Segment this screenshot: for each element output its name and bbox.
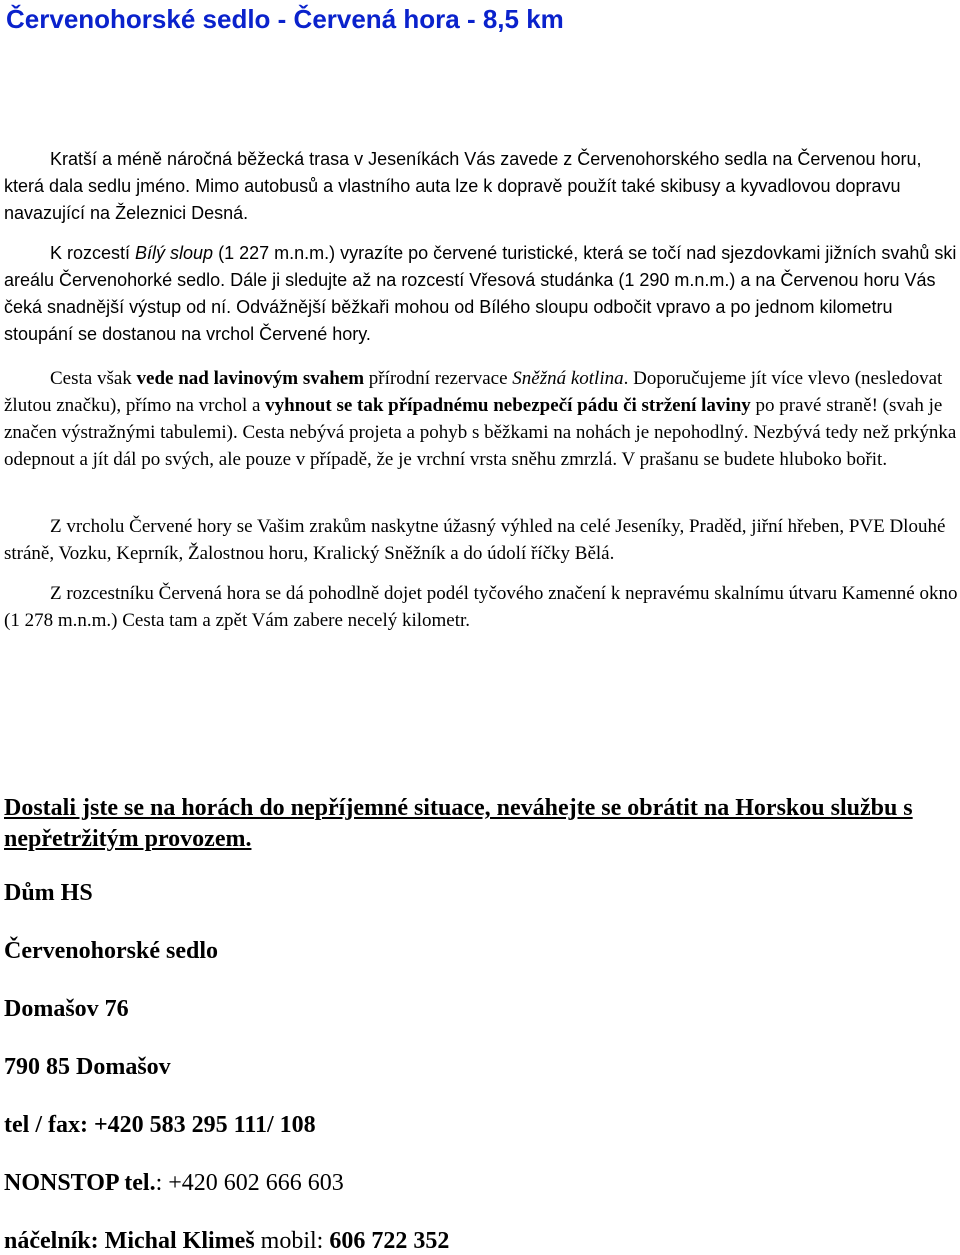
contact-name: Dům HS [4,880,93,906]
chief-mobile-label: mobil: [254,1228,330,1254]
intro-paragraph [4,146,960,227]
contact-phone: tel / fax: +420 583 295 111/ 108 [4,1112,316,1138]
nonstop-label: NONSTOP tel. [4,1170,156,1196]
route-text-a: K rozcestí [50,243,136,263]
view-paragraph [4,513,960,567]
route-text-c: (1 227 m.n.m.) vyrazíte po červené turistické, která se točí nad sjezdovkami jižních svahů ski areálu Červenohorké sedlo. Dále ji sledujte až na rozcestí Vřesová studánka (1 290 m.n.m.) a na Červenou horu Vás čeká snadnější výstup od ní. Odvážnější běžkaři mohou od Bílého sloupu odbočit vpravo a po jednom kilometru stoupání se dostanou na vrchol Červené hory. [4,243,957,344]
chief-mobile-number: 606 722 352 [329,1228,450,1254]
mountain-service-notice: Dostali jste se na horách do nepříjemné situace, neváhejte se obrátit na Horskou službu s nepřetržitým provozem. [4,795,913,852]
warning-text-c: přírodní rezervace [364,368,513,389]
route-text-bily-sloup: Bílý sloup [135,243,214,263]
intro-text: Kratší a méně náročná běžecká trasa v Jeseníkách Vás zavede z Červenohorského sedla na Červenou horu, která dala sedlu jméno. Mimo autobusů a vlastního auta lze k dopravě použít také skibusy a kyvadlovou dopravu navazující na Železnici Desná. [4,149,922,223]
contact-nonstop [4,1170,344,1197]
contact-city: 790 85 Domašov [4,1054,171,1080]
contact-street: Domašov 76 [4,996,129,1022]
contact-chief [4,1228,449,1255]
warning-text-avalanche: vede nad lavinovým svahem [136,368,365,389]
chief-name: náčelník: Michal Klimeš [4,1228,255,1254]
view-text: Z vrcholu Červené hory se Vašim zrakům naskytne úžasný výhled na celé Jeseníky, Praděd, jiřní hřeben, PVE Dlouhé stráně, Vozku, Keprník, Žalostnou horu, Kralický Sněžník a do údolí říčky Bělá. [4,516,946,564]
window-text: Z rozcestníku Červená hora se dá pohodlně dojet podél tyčového značení k nepravému skalnímu útvaru Kamenné okno (1 278 m.n.m.) Cesta tam a zpět Vám zabere necelý kilometr. [4,583,958,631]
contact-place: Červenohorské sedlo [4,938,218,964]
window-paragraph [4,580,960,634]
warning-text-reserve: Sněžná kotlina [512,368,624,389]
page-title: Červenohorské sedlo - Červená hora - 8,5 km [6,4,564,34]
route-paragraph [4,240,960,348]
warning-paragraph [4,365,960,473]
warning-text-e: . Doporučujeme jít více vlevo (nesledovat žlutou značku), přímo na vrchol a [4,368,943,416]
warning-text-a: Cesta však [50,368,137,389]
warning-text-g: po pravé straně! (svah je značen výstražnými tabulemi). Cesta nebývá projeta a pohyb s běžkami na nohách je nepohodlný. Nezbývá tedy než prkýnka odepnout a jít dál po svých, ale pouze v případě, že je vrchní vrsta sněhu zmrzlá. V prašanu se budete hluboko bořit. [4,395,957,470]
warning-text-danger: vyhnout se tak případnému nebezpečí pádu či stržení laviny [265,395,751,416]
nonstop-number: : +420 602 666 603 [155,1170,344,1196]
